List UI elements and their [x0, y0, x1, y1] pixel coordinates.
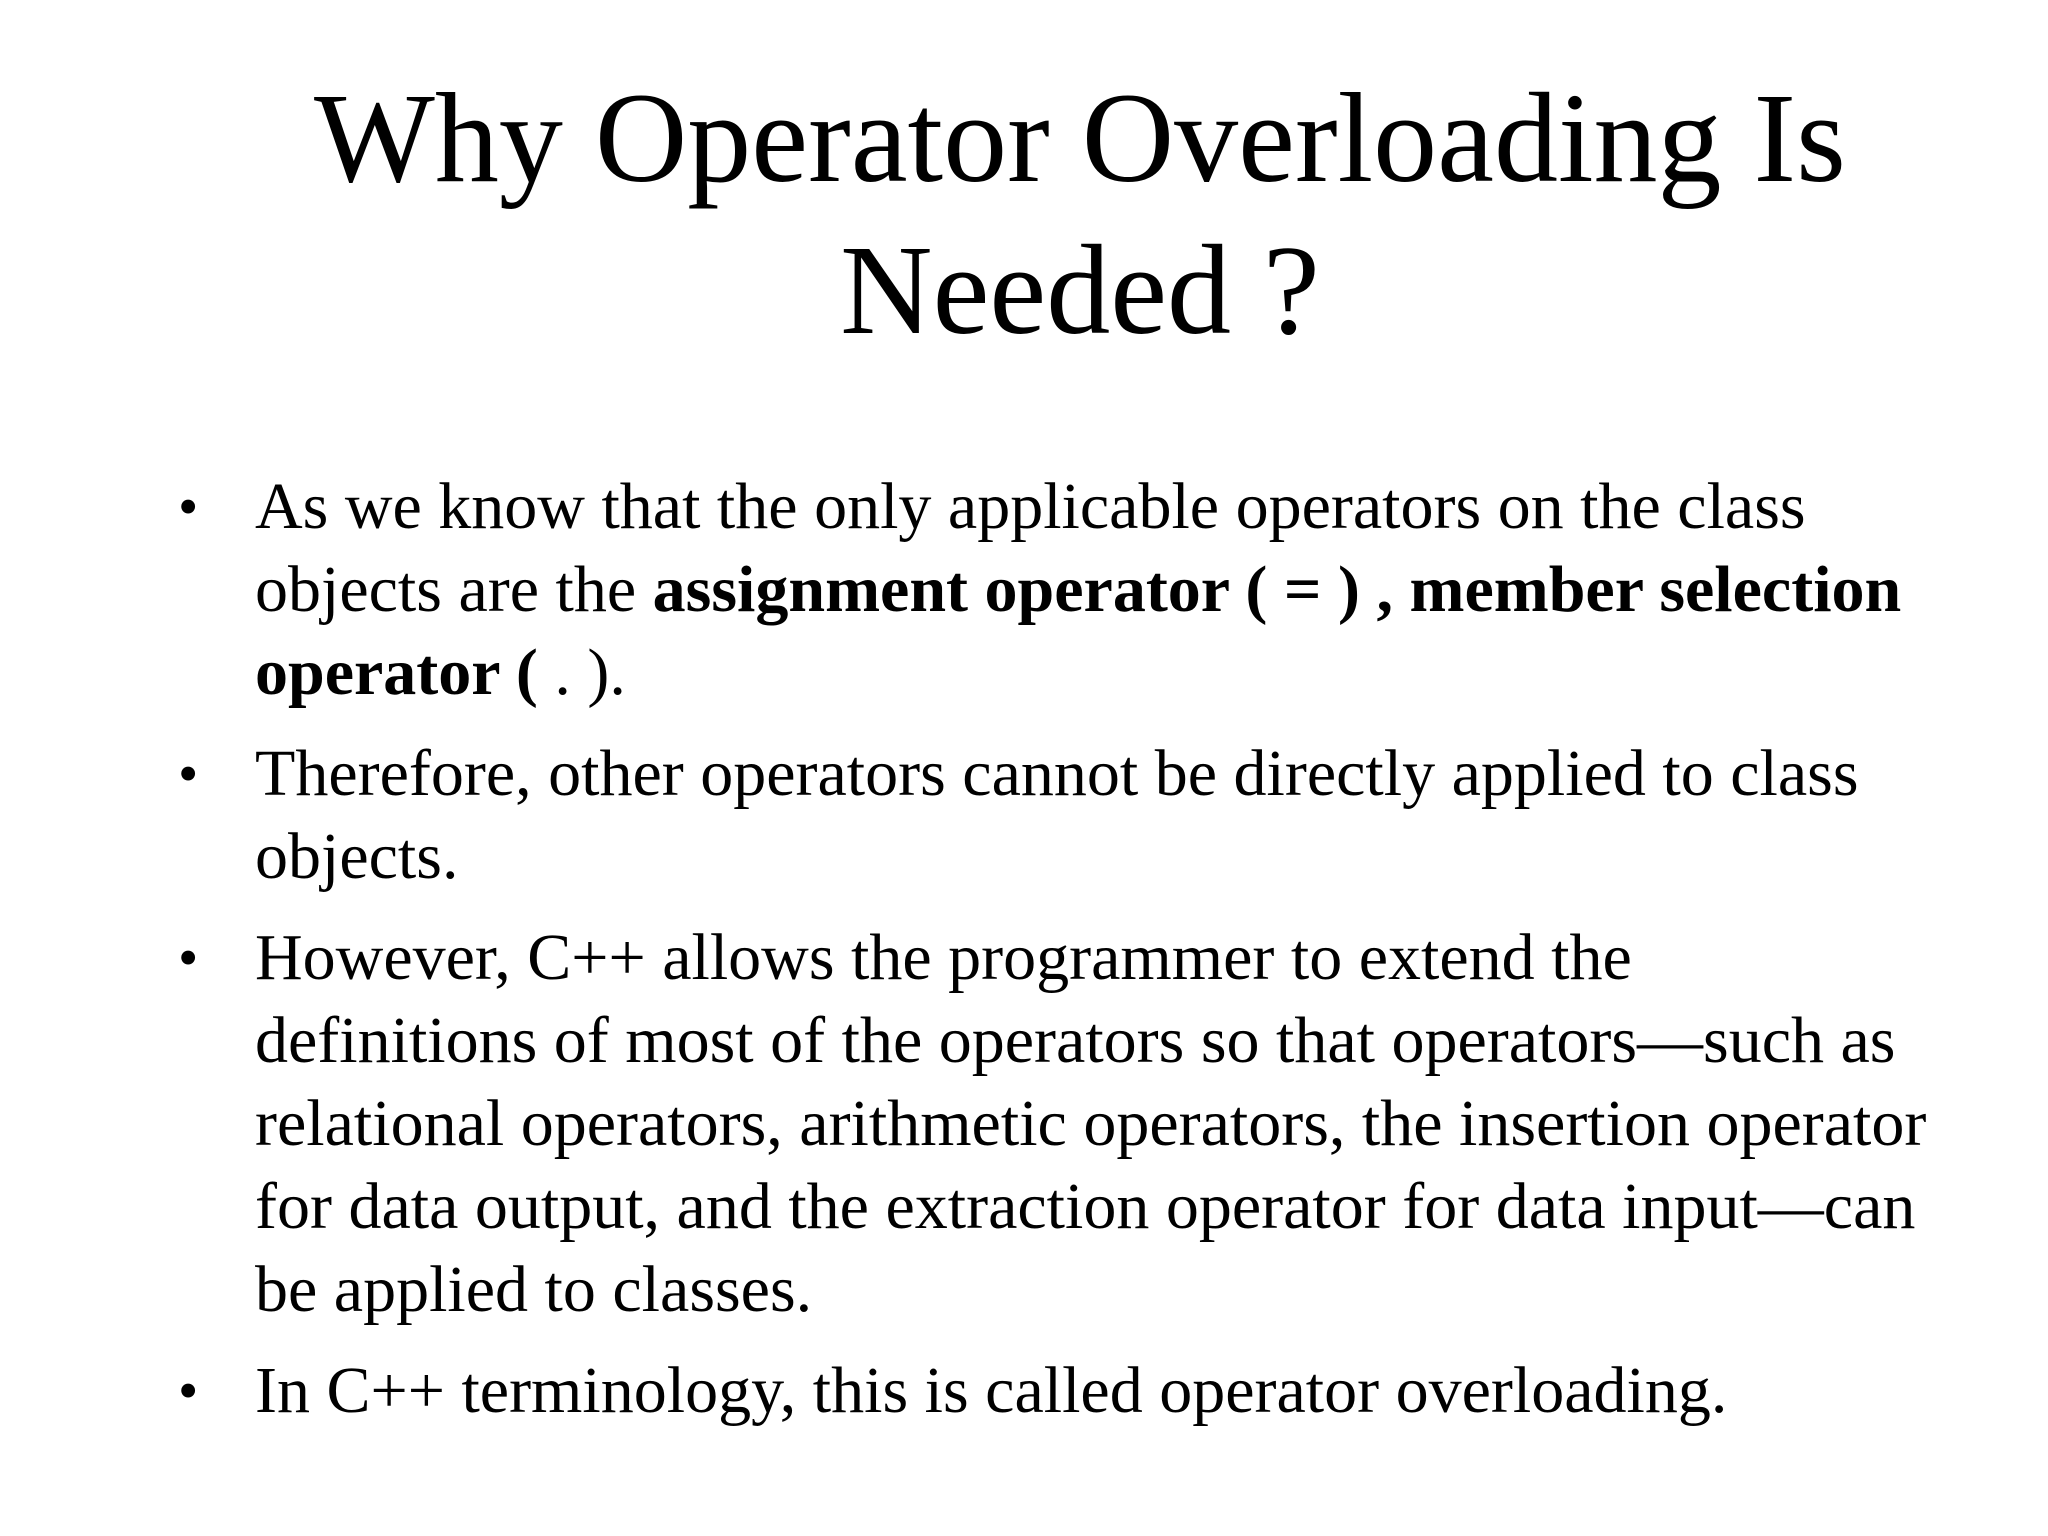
bullet-item: [170, 916, 1930, 1331]
bullet-icon: •: [178, 741, 199, 806]
bullet-item: [170, 732, 1930, 898]
bullet-text-segment: In C++ terminology, this is called operator overloading.: [255, 1354, 1728, 1427]
bullet-icon: •: [178, 1358, 199, 1423]
bullet-text-segment: As we know that the only applicable operators on the class objects are the: [255, 470, 1806, 626]
bullet-text: [255, 737, 1859, 893]
bullet-list: [170, 465, 1930, 1450]
bullet-text-bold-segment: assignment operator ( = ) , member selection operator (: [255, 553, 1902, 709]
bullet-item: [170, 465, 1930, 714]
bullet-icon: •: [178, 474, 199, 539]
bullet-icon: •: [178, 925, 199, 990]
slide-title: [290, 62, 1870, 366]
bullet-item: [170, 1349, 1930, 1432]
bullet-text: [255, 1354, 1727, 1427]
bullet-text-segment: Therefore, other operators cannot be directly applied to class objects.: [255, 737, 1859, 893]
title-line-1: Why Operator Overloading Is: [314, 67, 1846, 209]
bullet-text: [255, 470, 1901, 709]
bullet-text-segment: However, C++ allows the programmer to extend the definitions of most of the operators so that operators—such as relational operators, arithmetic operators, the insertion operator for data output, and the extraction operator for data input—can be applied to classes.: [255, 921, 1927, 1326]
bullet-text-segment: . ).: [537, 636, 626, 709]
bullet-text: [255, 921, 1926, 1326]
title-line-2: Needed ?: [840, 219, 1320, 361]
